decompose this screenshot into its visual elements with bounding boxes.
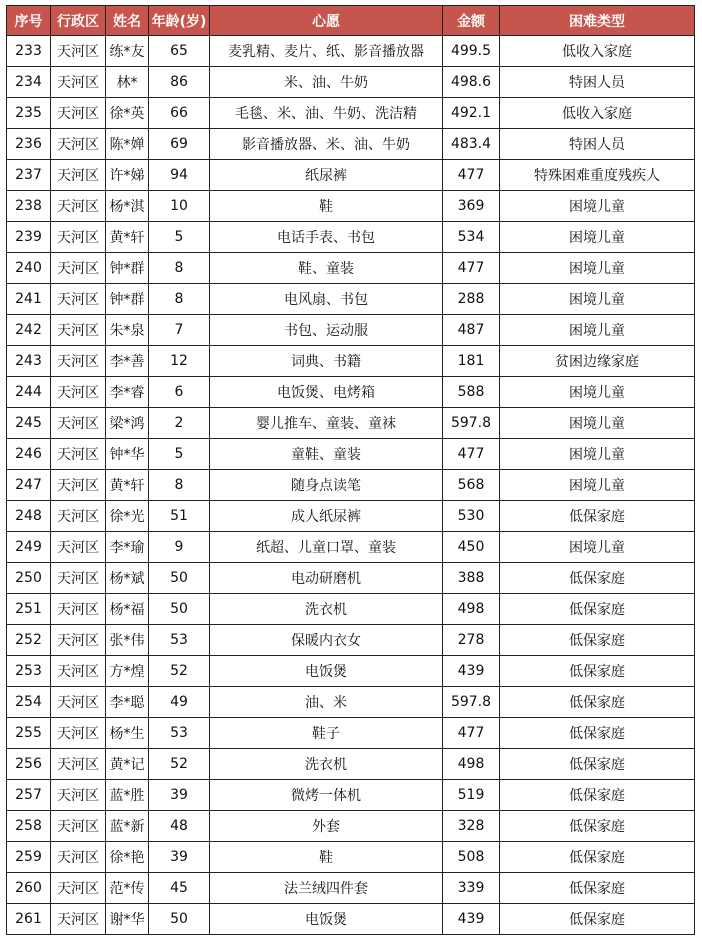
name-cell: 钟*群 xyxy=(106,284,149,315)
amount-cell: 588 xyxy=(443,377,500,408)
name-cell: 蓝*胜 xyxy=(106,780,149,811)
hardship-type-cell: 困境儿童 xyxy=(500,315,695,346)
amount-cell: 534 xyxy=(443,222,500,253)
amount-cell: 597.8 xyxy=(443,408,500,439)
age-cell: 51 xyxy=(149,501,210,532)
index-cell: 257 xyxy=(7,780,51,811)
table-row xyxy=(7,377,695,408)
index-cell: 236 xyxy=(7,129,51,160)
index-cell: 249 xyxy=(7,532,51,563)
hardship-type-cell: 困境儿童 xyxy=(500,532,695,563)
hardship-type-cell: 困境儿童 xyxy=(500,284,695,315)
age-cell: 66 xyxy=(149,98,210,129)
district-cell: 天河区 xyxy=(51,687,106,718)
table-row xyxy=(7,160,695,191)
hardship-type-cell: 特殊困难重度残疾人 xyxy=(500,160,695,191)
table-row xyxy=(7,439,695,470)
header-cell-wish: 心愿 xyxy=(210,6,443,36)
wish-cell: 米、油、牛奶 xyxy=(210,67,443,98)
age-cell: 48 xyxy=(149,811,210,842)
age-cell: 5 xyxy=(149,439,210,470)
table-row xyxy=(7,346,695,377)
amount-cell: 181 xyxy=(443,346,500,377)
wish-cell: 随身点读笔 xyxy=(210,470,443,501)
amount-cell: 278 xyxy=(443,625,500,656)
table-row xyxy=(7,811,695,842)
age-cell: 10 xyxy=(149,191,210,222)
index-cell: 239 xyxy=(7,222,51,253)
age-cell: 50 xyxy=(149,563,210,594)
index-cell: 252 xyxy=(7,625,51,656)
age-cell: 7 xyxy=(149,315,210,346)
hardship-type-cell: 低保家庭 xyxy=(500,625,695,656)
table-row xyxy=(7,129,695,160)
wish-table-container xyxy=(6,5,695,935)
amount-cell: 530 xyxy=(443,501,500,532)
amount-cell: 439 xyxy=(443,904,500,935)
index-cell: 260 xyxy=(7,873,51,904)
name-cell: 杨*福 xyxy=(106,594,149,625)
table-row xyxy=(7,594,695,625)
name-cell: 钟*华 xyxy=(106,439,149,470)
district-cell: 天河区 xyxy=(51,346,106,377)
index-cell: 241 xyxy=(7,284,51,315)
hardship-type-cell: 困境儿童 xyxy=(500,253,695,284)
name-cell: 练*友 xyxy=(106,36,149,67)
amount-cell: 568 xyxy=(443,470,500,501)
wish-cell: 麦乳精、麦片、纸、影音播放器 xyxy=(210,36,443,67)
name-cell: 徐*艳 xyxy=(106,842,149,873)
wish-cell: 鞋、童装 xyxy=(210,253,443,284)
district-cell: 天河区 xyxy=(51,439,106,470)
wish-cell: 洗衣机 xyxy=(210,594,443,625)
header-cell-district: 行政区 xyxy=(51,6,106,36)
district-cell: 天河区 xyxy=(51,532,106,563)
amount-cell: 339 xyxy=(443,873,500,904)
index-cell: 235 xyxy=(7,98,51,129)
age-cell: 50 xyxy=(149,904,210,935)
name-cell: 蓝*新 xyxy=(106,811,149,842)
age-cell: 53 xyxy=(149,718,210,749)
amount-cell: 439 xyxy=(443,656,500,687)
amount-cell: 597.8 xyxy=(443,687,500,718)
age-cell: 52 xyxy=(149,749,210,780)
age-cell: 69 xyxy=(149,129,210,160)
age-cell: 39 xyxy=(149,780,210,811)
table-row xyxy=(7,904,695,935)
amount-cell: 477 xyxy=(443,253,500,284)
district-cell: 天河区 xyxy=(51,253,106,284)
district-cell: 天河区 xyxy=(51,160,106,191)
age-cell: 8 xyxy=(149,253,210,284)
name-cell: 陈*婵 xyxy=(106,129,149,160)
table-row xyxy=(7,98,695,129)
index-cell: 243 xyxy=(7,346,51,377)
name-cell: 梁*鸿 xyxy=(106,408,149,439)
wish-cell: 保暖内衣女 xyxy=(210,625,443,656)
district-cell: 天河区 xyxy=(51,656,106,687)
table-row xyxy=(7,501,695,532)
age-cell: 94 xyxy=(149,160,210,191)
name-cell: 钟*群 xyxy=(106,253,149,284)
table-row xyxy=(7,284,695,315)
amount-cell: 369 xyxy=(443,191,500,222)
wish-cell: 童鞋、童装 xyxy=(210,439,443,470)
index-cell: 261 xyxy=(7,904,51,935)
table-row xyxy=(7,315,695,346)
index-cell: 255 xyxy=(7,718,51,749)
name-cell: 张*伟 xyxy=(106,625,149,656)
table-row xyxy=(7,873,695,904)
amount-cell: 388 xyxy=(443,563,500,594)
wish-cell: 电话手表、书包 xyxy=(210,222,443,253)
wish-cell: 电饭煲、电烤箱 xyxy=(210,377,443,408)
amount-cell: 519 xyxy=(443,780,500,811)
hardship-type-cell: 困境儿童 xyxy=(500,377,695,408)
table-row xyxy=(7,253,695,284)
name-cell: 李*睿 xyxy=(106,377,149,408)
district-cell: 天河区 xyxy=(51,377,106,408)
district-cell: 天河区 xyxy=(51,718,106,749)
name-cell: 林* xyxy=(106,67,149,98)
age-cell: 49 xyxy=(149,687,210,718)
district-cell: 天河区 xyxy=(51,873,106,904)
amount-cell: 498.6 xyxy=(443,67,500,98)
hardship-type-cell: 低保家庭 xyxy=(500,904,695,935)
table-row xyxy=(7,718,695,749)
wish-cell: 词典、书籍 xyxy=(210,346,443,377)
hardship-type-cell: 困境儿童 xyxy=(500,470,695,501)
wish-cell: 外套 xyxy=(210,811,443,842)
table-row xyxy=(7,563,695,594)
hardship-type-cell: 低保家庭 xyxy=(500,811,695,842)
table-row xyxy=(7,842,695,873)
hardship-type-cell: 低保家庭 xyxy=(500,687,695,718)
wish-cell: 纸尿裤 xyxy=(210,160,443,191)
index-cell: 246 xyxy=(7,439,51,470)
name-cell: 杨*斌 xyxy=(106,563,149,594)
wish-cell: 电饭煲 xyxy=(210,656,443,687)
index-cell: 247 xyxy=(7,470,51,501)
name-cell: 黄*记 xyxy=(106,749,149,780)
hardship-type-cell: 低保家庭 xyxy=(500,749,695,780)
header-cell-hardship-type: 困难类型 xyxy=(500,6,695,36)
hardship-type-cell: 低保家庭 xyxy=(500,780,695,811)
index-cell: 240 xyxy=(7,253,51,284)
table-row xyxy=(7,749,695,780)
age-cell: 8 xyxy=(149,284,210,315)
table-row xyxy=(7,408,695,439)
table-row xyxy=(7,470,695,501)
amount-cell: 328 xyxy=(443,811,500,842)
hardship-type-cell: 低收入家庭 xyxy=(500,36,695,67)
hardship-type-cell: 困境儿童 xyxy=(500,439,695,470)
index-cell: 245 xyxy=(7,408,51,439)
wish-table xyxy=(6,5,695,935)
wish-cell: 影音播放器、米、油、牛奶 xyxy=(210,129,443,160)
table-row xyxy=(7,36,695,67)
amount-cell: 492.1 xyxy=(443,98,500,129)
name-cell: 李*聪 xyxy=(106,687,149,718)
wish-cell: 电饭煲 xyxy=(210,904,443,935)
district-cell: 天河区 xyxy=(51,191,106,222)
table-body xyxy=(7,36,695,935)
amount-cell: 450 xyxy=(443,532,500,563)
district-cell: 天河区 xyxy=(51,284,106,315)
header-row xyxy=(7,6,695,36)
name-cell: 许*娣 xyxy=(106,160,149,191)
wish-cell: 婴儿推车、童装、童袜 xyxy=(210,408,443,439)
hardship-type-cell: 特困人员 xyxy=(500,67,695,98)
age-cell: 2 xyxy=(149,408,210,439)
index-cell: 248 xyxy=(7,501,51,532)
age-cell: 65 xyxy=(149,36,210,67)
amount-cell: 499.5 xyxy=(443,36,500,67)
header-cell-index: 序号 xyxy=(7,6,51,36)
header-cell-age: 年龄(岁) xyxy=(149,6,210,36)
age-cell: 8 xyxy=(149,470,210,501)
wish-cell: 微烤一体机 xyxy=(210,780,443,811)
index-cell: 233 xyxy=(7,36,51,67)
name-cell: 黄*轩 xyxy=(106,470,149,501)
header-cell-amount: 金额 xyxy=(443,6,500,36)
age-cell: 52 xyxy=(149,656,210,687)
district-cell: 天河区 xyxy=(51,749,106,780)
table-row xyxy=(7,656,695,687)
name-cell: 杨*生 xyxy=(106,718,149,749)
index-cell: 244 xyxy=(7,377,51,408)
amount-cell: 483.4 xyxy=(443,129,500,160)
index-cell: 234 xyxy=(7,67,51,98)
table-row xyxy=(7,532,695,563)
district-cell: 天河区 xyxy=(51,904,106,935)
age-cell: 6 xyxy=(149,377,210,408)
district-cell: 天河区 xyxy=(51,780,106,811)
index-cell: 251 xyxy=(7,594,51,625)
wish-cell: 鞋 xyxy=(210,191,443,222)
age-cell: 12 xyxy=(149,346,210,377)
hardship-type-cell: 低保家庭 xyxy=(500,842,695,873)
hardship-type-cell: 特困人员 xyxy=(500,129,695,160)
hardship-type-cell: 困境儿童 xyxy=(500,408,695,439)
district-cell: 天河区 xyxy=(51,563,106,594)
index-cell: 254 xyxy=(7,687,51,718)
wish-cell: 鞋子 xyxy=(210,718,443,749)
district-cell: 天河区 xyxy=(51,501,106,532)
age-cell: 5 xyxy=(149,222,210,253)
hardship-type-cell: 低保家庭 xyxy=(500,594,695,625)
amount-cell: 477 xyxy=(443,718,500,749)
district-cell: 天河区 xyxy=(51,129,106,160)
hardship-type-cell: 困境儿童 xyxy=(500,191,695,222)
amount-cell: 477 xyxy=(443,160,500,191)
hardship-type-cell: 低保家庭 xyxy=(500,873,695,904)
name-cell: 范*传 xyxy=(106,873,149,904)
wish-cell: 电风扇、书包 xyxy=(210,284,443,315)
age-cell: 50 xyxy=(149,594,210,625)
table-row xyxy=(7,67,695,98)
amount-cell: 487 xyxy=(443,315,500,346)
table-row xyxy=(7,625,695,656)
district-cell: 天河区 xyxy=(51,594,106,625)
wish-cell: 毛毯、米、油、牛奶、洗洁精 xyxy=(210,98,443,129)
name-cell: 李*善 xyxy=(106,346,149,377)
district-cell: 天河区 xyxy=(51,67,106,98)
wish-cell: 纸超、儿童口罩、童装 xyxy=(210,532,443,563)
amount-cell: 288 xyxy=(443,284,500,315)
hardship-type-cell: 贫困边缘家庭 xyxy=(500,346,695,377)
district-cell: 天河区 xyxy=(51,315,106,346)
table-row xyxy=(7,780,695,811)
index-cell: 259 xyxy=(7,842,51,873)
table-row xyxy=(7,191,695,222)
age-cell: 53 xyxy=(149,625,210,656)
wish-cell: 洗衣机 xyxy=(210,749,443,780)
hardship-type-cell: 低保家庭 xyxy=(500,501,695,532)
wish-cell: 油、米 xyxy=(210,687,443,718)
index-cell: 250 xyxy=(7,563,51,594)
index-cell: 258 xyxy=(7,811,51,842)
table-row xyxy=(7,687,695,718)
hardship-type-cell: 低保家庭 xyxy=(500,563,695,594)
index-cell: 253 xyxy=(7,656,51,687)
wish-cell: 电动研磨机 xyxy=(210,563,443,594)
wish-cell: 法兰绒四件套 xyxy=(210,873,443,904)
index-cell: 237 xyxy=(7,160,51,191)
hardship-type-cell: 低保家庭 xyxy=(500,718,695,749)
wish-cell: 鞋 xyxy=(210,842,443,873)
age-cell: 9 xyxy=(149,532,210,563)
name-cell: 杨*淇 xyxy=(106,191,149,222)
amount-cell: 508 xyxy=(443,842,500,873)
district-cell: 天河区 xyxy=(51,36,106,67)
name-cell: 李*瑜 xyxy=(106,532,149,563)
table-row xyxy=(7,222,695,253)
hardship-type-cell: 低收入家庭 xyxy=(500,98,695,129)
district-cell: 天河区 xyxy=(51,98,106,129)
amount-cell: 498 xyxy=(443,749,500,780)
amount-cell: 498 xyxy=(443,594,500,625)
index-cell: 238 xyxy=(7,191,51,222)
index-cell: 242 xyxy=(7,315,51,346)
name-cell: 谢*华 xyxy=(106,904,149,935)
district-cell: 天河区 xyxy=(51,222,106,253)
name-cell: 方*煌 xyxy=(106,656,149,687)
wish-cell: 书包、运动服 xyxy=(210,315,443,346)
name-cell: 徐*光 xyxy=(106,501,149,532)
district-cell: 天河区 xyxy=(51,842,106,873)
name-cell: 朱*泉 xyxy=(106,315,149,346)
district-cell: 天河区 xyxy=(51,408,106,439)
district-cell: 天河区 xyxy=(51,811,106,842)
age-cell: 45 xyxy=(149,873,210,904)
age-cell: 86 xyxy=(149,67,210,98)
name-cell: 徐*英 xyxy=(106,98,149,129)
index-cell: 256 xyxy=(7,749,51,780)
hardship-type-cell: 困境儿童 xyxy=(500,222,695,253)
header-cell-name: 姓名 xyxy=(106,6,149,36)
district-cell: 天河区 xyxy=(51,625,106,656)
wish-cell: 成人纸尿裤 xyxy=(210,501,443,532)
hardship-type-cell: 低保家庭 xyxy=(500,656,695,687)
age-cell: 39 xyxy=(149,842,210,873)
district-cell: 天河区 xyxy=(51,470,106,501)
amount-cell: 477 xyxy=(443,439,500,470)
name-cell: 黄*轩 xyxy=(106,222,149,253)
